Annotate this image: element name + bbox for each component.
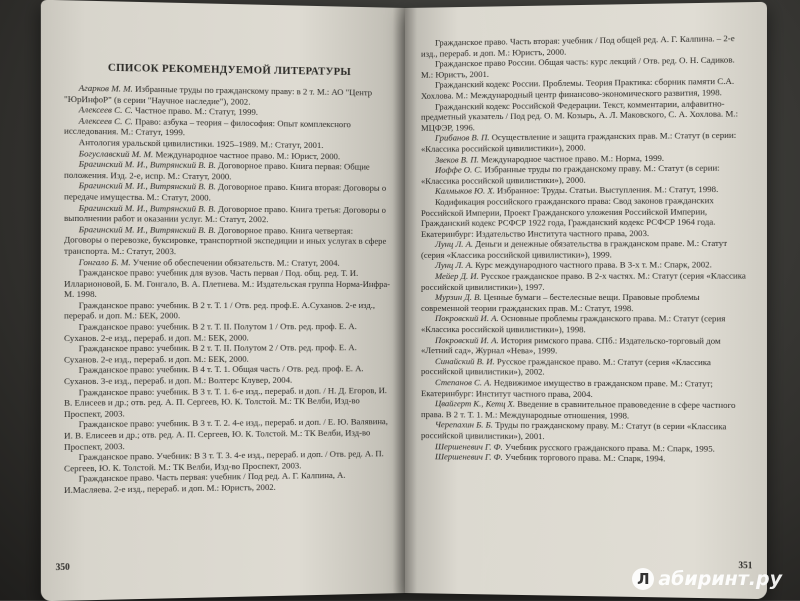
bibliography-entry bbox=[421, 377, 748, 400]
entry-author: Брагинский М. И., Витрянский В. В. bbox=[78, 180, 216, 192]
bibliography-entry bbox=[64, 300, 391, 322]
entry-text: Учение об обеспечении обязательств. М.: Статут, 2004. bbox=[130, 256, 340, 268]
entry-text: Избранное: Труды. Статьи. Выступления. М.: Статут, 1998. bbox=[494, 184, 719, 196]
entry-author: Покровский И. А. bbox=[435, 313, 499, 324]
bibliography-entry bbox=[64, 202, 391, 226]
left-page bbox=[41, 0, 405, 601]
entry-author: Мейер Д. И. bbox=[435, 270, 479, 282]
entry-text: Гражданское право. Часть первая: учебник / Под ред. А. Г. Калпина, А. И.Масляева. 2-е изд., перераб. и доп. М.: Юристъ, 2002. bbox=[64, 470, 346, 495]
entry-text: Основные проблемы гражданского права. М.: Статут (серия «Классика российской цивилистики»), 1998. bbox=[420, 313, 726, 335]
entry-text: Курс международного частного права. В 3-х т. М.: Спарк, 2002. bbox=[473, 259, 712, 271]
entry-author: Степанов С. А. bbox=[435, 377, 492, 388]
entry-author: Брагинский М. И., Витрянский В. В. bbox=[78, 158, 216, 171]
entry-text: Гражданское право. Учебник: В 3 т. Т. 3. 4-е изд., перераб. и доп. / Отв. ред. А. П. Сергеев, Ю. К. Толстой. М.: ТК Велби, Изд-во Проспект, 2003. bbox=[64, 448, 384, 474]
bibliography-entry bbox=[64, 417, 391, 453]
open-book bbox=[50, 8, 760, 593]
entry-text: Договорное право. Книга третья: Договоры о выполнении работ и оказании услуг. М.: Статут, 2002. bbox=[64, 203, 386, 225]
entry-text: Гражданский кодекс России. Проблемы. Теория Практика: сборник памяти С.А. Хохлова. М.: Международный центр финансово-экономического развития, 1998. bbox=[420, 76, 735, 101]
entry-text: Договорное право. Книга первая: Общие положения. Изд. 2-е, испр. М.: Статут, 2000. bbox=[64, 160, 370, 182]
entry-author: Шершеневич Г. Ф. bbox=[435, 440, 503, 452]
entry-author: Цвайгерт К., Кетц Х. bbox=[435, 398, 516, 409]
bibliography-entry bbox=[421, 195, 748, 239]
entry-text: Осуществление и защита гражданских прав. М.: Статут (в серии: «Классика российской цивилистики»), 2000. bbox=[420, 130, 737, 154]
bibliography-entry bbox=[421, 419, 748, 443]
entry-text: Договорное право. Книга четвертая: Договоры о перевозке, буксировке, транспортной экспедиции и иных услугах в сфере транспорта. М.: Статут, 2003. bbox=[64, 224, 387, 257]
entry-author: Лунц Л. А. bbox=[435, 239, 474, 250]
bibliography-entry bbox=[64, 470, 391, 496]
entry-text: Международное частное право. М.: Юрист, 2000. bbox=[153, 148, 341, 161]
entry-text: Русское гражданское право. М.: Статут (серия «Классика российской цивилистики»), 2002. bbox=[420, 356, 711, 378]
labirint-logo-icon: Л bbox=[632, 568, 654, 590]
bibliography-entry bbox=[64, 224, 391, 258]
entry-text: Гражданское право. Часть вторая: учебник / Под общей ред. А. Г. Калпина. – 2-е изд., перераб. и доп. М.: Юристъ, 2000. bbox=[420, 32, 735, 59]
page-number-right: 351 bbox=[738, 559, 753, 571]
bibliography-entry bbox=[64, 342, 391, 365]
labirint-watermark bbox=[632, 568, 782, 590]
entry-author: Брагинский М. И., Витрянский В. В. bbox=[78, 202, 216, 214]
entry-text: Гражданское право: учебник. В 2 т. Т. 1 / Отв. ред. проф.Е. А.Суханов. 2-е изд., перераб. и доп. М.: БЕК, 2000. bbox=[64, 299, 376, 321]
bibliography-list-left bbox=[64, 82, 391, 495]
bibliography-entry bbox=[64, 158, 391, 183]
entry-text: Гражданское право: учебник. В 2 т. Т. II. Полутом 1 / Отв. ред. проф. Е. А. Суханов. 2-е изд., перераб. и доп. М.: БЕК, 2000. bbox=[64, 321, 357, 343]
bibliography-entry bbox=[421, 335, 748, 357]
bibliography-entry bbox=[421, 238, 748, 260]
entry-text: Избранные труды по гражданскому праву: в 2 т. М.: АО "Центр "ЮрИнфоР" (в серии "Научное наследие"), 2002. bbox=[64, 83, 373, 107]
entry-author: Брагинский М. И., Витрянский В. В. bbox=[78, 223, 216, 235]
entry-author: Покровский И. А. bbox=[435, 334, 499, 345]
entry-text: Недвижимое имущество в гражданском праве. М.: Статут; Екатеринбург: Институт частного права, 2004. bbox=[420, 377, 713, 399]
entry-author: Богуславский М. М. bbox=[78, 147, 154, 159]
entry-author: Алексеев С. С. bbox=[78, 115, 133, 127]
bibliography-entry bbox=[421, 356, 748, 379]
entry-text: Гражданское право: учебник. В 3 т. Т. 2. 4-е изд., перераб. и доп. / Е. Ю. Валявина, И. В. Елисеев и др.; отв. ред. А. П. Сергеев, Ю. К. Толстой. М.: ТК Велби, Изд-во Проспект, 2003. bbox=[64, 416, 388, 452]
entry-author: Шершеневич Г. Ф. bbox=[435, 451, 503, 463]
entry-author: Мурзин Д. В. bbox=[435, 292, 482, 303]
entry-text: Учебник торгового права. М.: Спарк, 1994. bbox=[502, 452, 666, 464]
entry-author: Грибанов В. П. bbox=[435, 132, 490, 144]
bibliography-entry bbox=[421, 98, 748, 134]
entry-text: Договорное право. Книга вторая: Договоры о передаче имущества. М.: Статут, 2000. bbox=[64, 181, 387, 203]
entry-text: Русское гражданское право. В 2-х частях. М.: Статут (серия «Классика российской цивилистики»), 1997. bbox=[420, 270, 746, 292]
bibliography-entry bbox=[421, 162, 748, 186]
entry-text: Гражданское право: учебник. В 2 т. Т. II. Полутом 2 / Отв. ред. проф. Е. А. Суханов. 2-е изд., перераб. и доп. М.: БЕК, 2000. bbox=[64, 342, 357, 365]
entry-text: Учебник русского гражданского права. М.: Спарк, 1995. bbox=[502, 441, 715, 454]
bibliography-entry bbox=[64, 321, 391, 343]
entry-author: Калмыков Ю. Х. bbox=[435, 185, 495, 197]
entry-text: Труды по гражданскому праву. М.: Статут (в серии «Классика российской цивилистики»), 2001. bbox=[420, 419, 727, 442]
bibliography-entry bbox=[64, 267, 391, 300]
entry-text: Антология уральской цивилистики. 1925–1989. М.: Статут, 2001. bbox=[78, 136, 324, 151]
page-title: СПИСОК РЕКОМЕНДУЕМОЙ ЛИТЕРАТУРЫ bbox=[107, 62, 352, 79]
entry-text: Гражданское право России. Общая часть: курс лекций / Отв. ред. О. Н. Садиков. М.: Юристъ, 2001. bbox=[420, 54, 735, 80]
watermark-text: абиринт.ру bbox=[658, 568, 782, 590]
entry-text: Частное право. М.: Статут, 1999. bbox=[132, 105, 259, 118]
bibliography-entry bbox=[64, 256, 391, 268]
entry-text: Международное частное право. М.: Норма, 1999. bbox=[478, 152, 665, 164]
entry-text: Гражданское право: учебник. В 3 т. Т. 1. 6-е изд., перераб. и доп. / Н. Д. Егоров, И. В. Елисеев и др.; отв. ред. А. П. Сергеев, Ю. К. Толстой. М.: ТК Велби, Изд-во Проспект, 2003. bbox=[64, 384, 387, 419]
entry-author: Алексеев С. С. bbox=[78, 104, 133, 116]
entry-text: История римского права. СПб.: Издательско-торговый дом «Летний сад», Журнал «Нева», 1999. bbox=[420, 334, 721, 356]
entry-text: Избранные труды по гражданскому праву. М.: Статут (в серии: «Классика российской цивилистики»), 2000. bbox=[420, 162, 720, 186]
entry-author: Агарков М. М. bbox=[78, 82, 133, 94]
entry-author: Синайский В. И. bbox=[435, 355, 495, 367]
bibliography-entry bbox=[421, 130, 748, 154]
bibliography-entry bbox=[421, 292, 748, 314]
entry-text: Кодификация российского гражданского права: Свод законов гражданских Российской Империи, Проект Гражданского уложения Российской Империи, Гражданский кодекс РСФСР 1922 года, Гражданский кодекс РСФСР 1964 года. Екатеринбург: Издательство Института частного права, 2003. bbox=[420, 195, 716, 239]
entry-author: Черепахин Б. Б. bbox=[435, 419, 493, 431]
entry-text: Введение в сравнительное правоведение в сфере частного права. В 2 т. Т. 1. М.: Международные отношения, 1998. bbox=[420, 398, 736, 421]
entry-author: Иоффе О. С. bbox=[435, 164, 483, 175]
bibliography-entry bbox=[421, 398, 748, 421]
bibliography-entry bbox=[64, 364, 391, 387]
entry-author: Лунц Л. А. bbox=[435, 260, 474, 271]
bibliography-entry bbox=[421, 270, 748, 292]
right-page bbox=[405, 2, 767, 599]
entry-text: Гражданское право: учебник. В 4 т. Т. 1. Общая часть / Отв. ред. проф. Е. А. Суханов. 3-е изд., перераб. и доп. М.: Волтерс Клувер, 2004. bbox=[64, 363, 364, 387]
entry-author: Звеков В. П. bbox=[435, 153, 479, 165]
bibliography-entry bbox=[421, 313, 748, 335]
entry-text: Ценные бумаги – бестелесные вещи. Правовые проблемы современной теории гражданских прав. М.: Статут, 1998. bbox=[420, 292, 700, 314]
entry-text: Право: азбука – теория – философия: Опыт комплексного исследования. М.: Статут, 1999. bbox=[64, 115, 351, 138]
bibliography-entry bbox=[421, 260, 748, 271]
bibliography-entry bbox=[64, 180, 391, 204]
entry-text: Деньги и денежные обязательства в гражданском праве. М.: Статут (серия «Классика российской цивилистики»), 1999. bbox=[420, 238, 728, 260]
bibliography-list-right bbox=[421, 33, 748, 465]
bibliography-entry bbox=[64, 385, 391, 420]
entry-text: Гражданский кодекс Российской Федерации. Текст, комментарии, алфавитно-предметный указатель / Под ред. О. М. Козырь, А. Л. Маковского, С. А. Хохлова. М.: МЦФЭР, 1996. bbox=[420, 97, 739, 133]
page-number-left: 350 bbox=[55, 561, 70, 573]
entry-text: Гражданское право: учебник для вузов. Часть первая / Под. общ. ред. Т. И. Илларионовой, Б. М. Гонгало, В. А. Плетнева. М.: Издательская группа Норма-Инфра-М. 1998. bbox=[64, 267, 391, 300]
entry-author: Гонгало Б. М. bbox=[78, 256, 131, 267]
